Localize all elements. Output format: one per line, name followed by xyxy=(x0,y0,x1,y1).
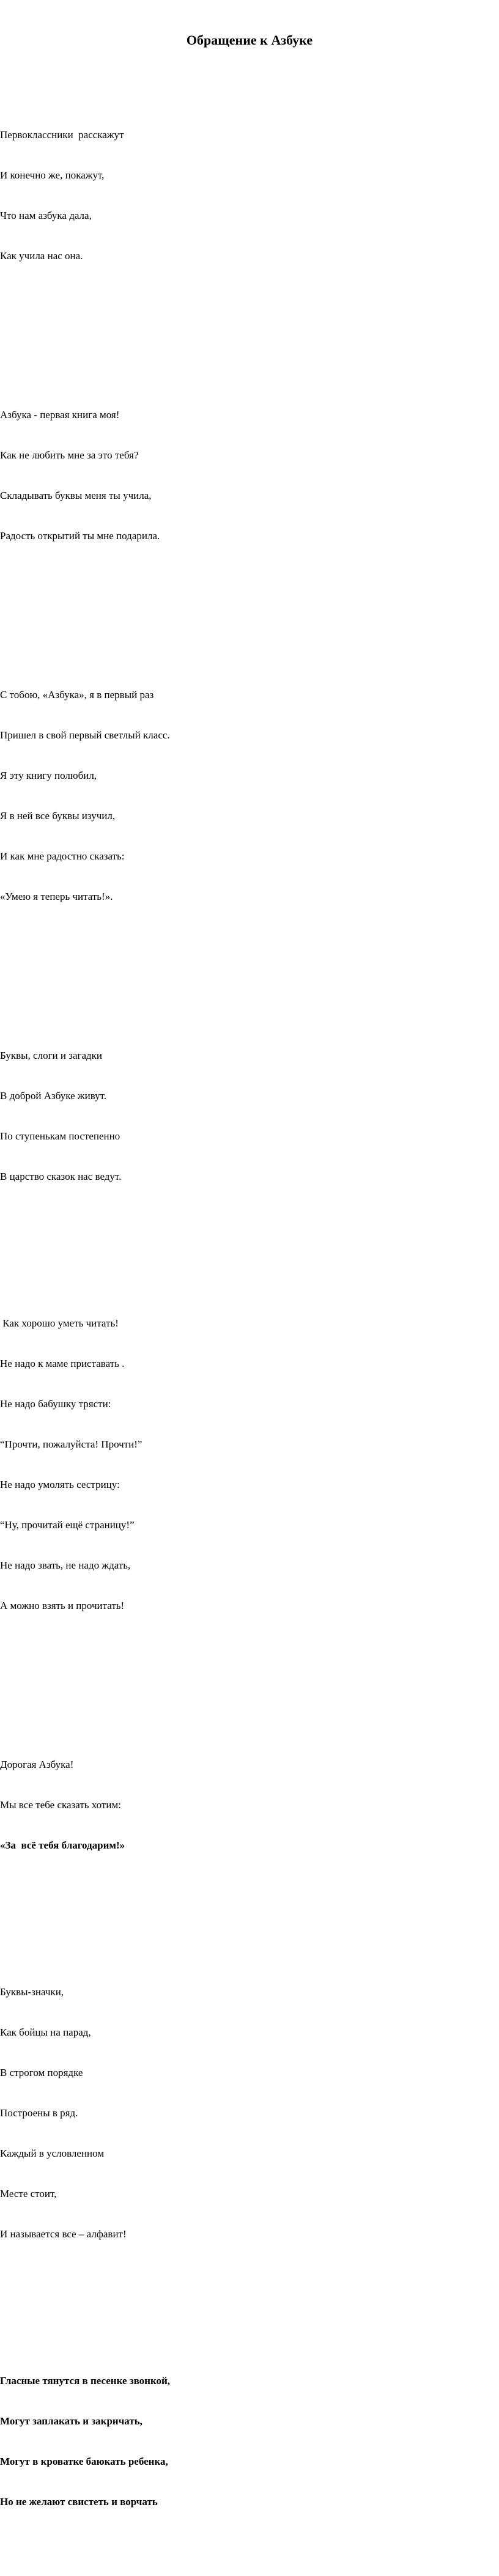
poem-line: И как мне радостно сказать: xyxy=(0,850,125,862)
poem-line: Я в ней все буквы изучил, xyxy=(0,810,116,822)
stanza-gap xyxy=(0,317,170,341)
stanza-gap xyxy=(0,1906,170,1918)
stanza-1 xyxy=(0,101,170,290)
poem-line: Первоклассники расскажут xyxy=(0,129,124,141)
stanza-gap xyxy=(0,1666,170,1691)
stanza-6 xyxy=(0,1731,170,1879)
poem-line: Как бойцы на парад, xyxy=(0,2026,91,2038)
poem-line: В доброй Азбуке живут. xyxy=(0,1090,107,1102)
poem-line-bold: Гласные тянутся в песенке звонкой, xyxy=(0,2375,171,2386)
poem-line: Складывать буквы меня ты учила, xyxy=(0,490,152,501)
poem-line: В строгом порядке xyxy=(0,2067,83,2078)
poem-line: Радость открытий ты мне подарила. xyxy=(0,530,160,542)
poem-line: Построены в ряд. xyxy=(0,2107,78,2119)
poem-line: Месте стоит, xyxy=(0,2188,57,2199)
poem-line: Мы все тебе сказать хотим: xyxy=(0,1799,121,1811)
poem-line: Не надо бабушку трясти: xyxy=(0,1398,111,1410)
poem-line: Что нам азбука дала, xyxy=(0,210,92,221)
poem-line: Как учила нас она. xyxy=(0,250,83,262)
stanza-gap xyxy=(0,2295,170,2307)
poem-line: Азбука - первая книга моя! xyxy=(0,409,120,421)
poem-line: С тобою, «Азбука», я в первый раз xyxy=(0,689,154,701)
poem-line: Не надо умолять сестрицу: xyxy=(0,1479,120,1490)
poem-line: И конечно же, покажут, xyxy=(0,169,105,181)
poem-line: Как не любить мне за это тебя? xyxy=(0,449,139,461)
poem-line: Пришел в свой первый светлый класс. xyxy=(0,729,170,741)
poem-line-bold: Могут в кроватке баюкать ребенка, xyxy=(0,2456,168,2467)
stanza-5 xyxy=(0,1290,170,1639)
poem-line: Буквы, слоги и загадки xyxy=(0,1050,103,1061)
poem-line-bold: Могут заплакать и закричать, xyxy=(0,2415,142,2427)
poem-line: Как хорошо уметь читать! xyxy=(0,1317,119,1329)
poem-line: В царство сказок нас ведут. xyxy=(0,1171,122,1182)
poem-line: «Умею я теперь читать!». xyxy=(0,891,113,902)
stanza-7 xyxy=(0,1959,170,2268)
poem-line: Не надо звать, не надо ждать, xyxy=(0,1559,131,1571)
stanza-gap xyxy=(0,597,170,621)
poem-line: И называется все – алфавит! xyxy=(0,2228,127,2240)
poem-line: Не надо к маме приставать . xyxy=(0,1358,125,1369)
stanza-2 xyxy=(0,381,170,570)
poem-line: А можно взять и прочитать! xyxy=(0,1600,125,1611)
poem-line: “Прочти, пожалуйста! Прочти!” xyxy=(0,1438,142,1450)
poem-line: Буквы-значки, xyxy=(0,1986,64,1998)
stanza-3 xyxy=(0,661,170,930)
poem-line: Я эту книгу полюбил, xyxy=(0,770,97,781)
poem-title: Обращение к Азбуке xyxy=(186,32,313,48)
stanza-4 xyxy=(0,1022,170,1210)
stanza-gap xyxy=(0,1237,170,1249)
stanza-gap xyxy=(0,957,170,982)
poem-line: “Ну, прочитай ещё страницу!” xyxy=(0,1519,135,1531)
poem-body xyxy=(0,61,170,2576)
poem-line: По ступенькам постепенно xyxy=(0,1130,120,1142)
poem-line-bold: Но не желают свистеть и ворчать xyxy=(0,2496,158,2508)
poem-line: Дорогая Азбука! xyxy=(0,1759,74,1770)
stanza-8 xyxy=(0,2347,170,2536)
poem-line-bold: «За всё тебя благодарим!» xyxy=(0,1839,125,1851)
poem-line: Каждый в условленном xyxy=(0,2147,105,2159)
